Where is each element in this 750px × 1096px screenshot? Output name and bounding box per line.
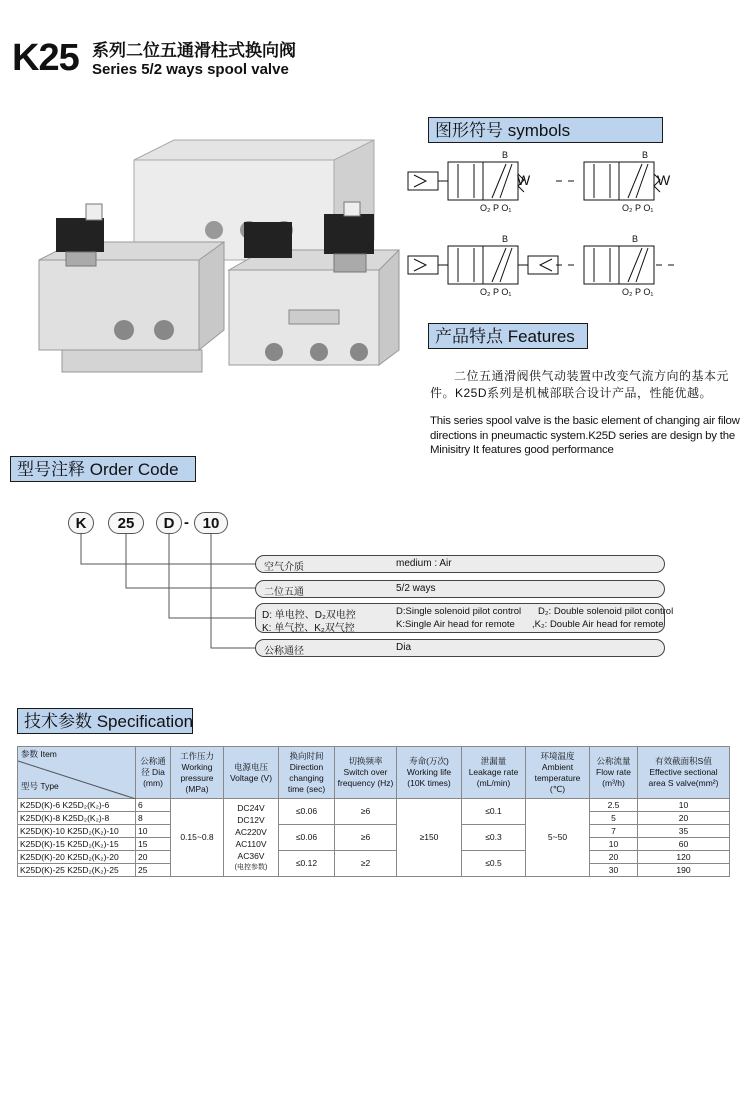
header-leak: 泄漏量 Leakage rate (mL/min): [462, 747, 526, 799]
voltage-ac220: AC220V: [235, 826, 267, 837]
order-row-dia-cn: 公称通径: [264, 646, 304, 657]
valve-product-image: [34, 130, 404, 380]
ports-label-1: O₂ P O₁: [480, 203, 512, 213]
voltage-note: (电控参数): [234, 863, 268, 871]
order-code-connector-lines: [0, 530, 270, 660]
voltage-values: [224, 799, 279, 877]
order-row-control-x2: ,K₂: Double Air head for remote: [532, 619, 664, 630]
ports-label-3: O₂ P O₁: [480, 287, 512, 297]
time-value-3: ≤0.12: [279, 851, 335, 877]
title-chinese: 系列二位五通滑柱式换向阀: [92, 41, 296, 60]
temp-value: 5~50: [526, 799, 590, 877]
table-row-flow: 30: [590, 864, 638, 877]
table-row-flow: 10: [590, 838, 638, 851]
order-row-medium-cn: 空气介质: [264, 562, 304, 573]
specification-table: [17, 746, 730, 877]
voltage-dc12: DC12V: [237, 814, 265, 825]
order-row-medium-en: medium : Air: [396, 558, 452, 569]
header-temp: 环境温度 Ambient temperature (℃): [526, 747, 590, 799]
table-row-flow: 7: [590, 825, 638, 838]
table-row-type: K25D(K)-10 K25D₂(K₂)-10: [18, 825, 136, 838]
code-10: 10: [194, 512, 228, 534]
ports-label-2: O₂ P O₁: [622, 203, 654, 213]
header-item: 参数 Item: [21, 749, 57, 759]
header-area: 有效截面积S值 Effective sectional area S valve(mm²): [638, 747, 730, 799]
life-value: ≥150: [397, 799, 462, 877]
header-freq: 切换频率 Switch over frequency (Hz): [335, 747, 397, 799]
table-row-type: K25D(K)-20 K25D₂(K₂)-20: [18, 851, 136, 864]
table-row-dia: 6: [136, 799, 171, 812]
order-row-control-en2: K:Single Air head for remote: [396, 619, 515, 630]
voltage-dc24: DC24V: [237, 802, 265, 813]
order-row-control-en1: D:Single solenoid pilot control: [396, 606, 522, 617]
table-row-flow: 5: [590, 812, 638, 825]
specification-heading: 技术参数 Specification: [17, 708, 193, 734]
table-row-area: 190: [638, 864, 730, 877]
features-text-cn: 二位五通滑阀供气动装置中改变气流方向的基本元件。K25D系列是机械部联合设计产品，性能优越。: [430, 369, 730, 400]
order-row-dia-en: Dia: [396, 642, 412, 653]
table-row-type: K25D(K)-6 K25D₂(K₂)-6: [18, 799, 136, 812]
order-row-control-x1: D₂: Double solenoid pilot control: [538, 606, 674, 617]
header-flow: 公称流量 Flow rate (m³/h): [590, 747, 638, 799]
order-row-ways-en: 5/2 ways: [396, 583, 436, 594]
order-code-heading: 型号注释 Order Code: [10, 456, 196, 482]
voltage-ac110: AC110V: [235, 838, 267, 849]
table-row-dia: 25: [136, 864, 171, 877]
leak-value-2: ≤0.3: [462, 825, 526, 851]
header-voltage: 电源电压 Voltage (V): [224, 747, 279, 799]
features-text-en: This series spool valve is the basic element of changing air filow directions in pneumactic system.K25D series are design by the Minisitry It features good performance: [430, 415, 740, 456]
header-item-type: [18, 747, 136, 799]
leak-value-1: ≤0.1: [462, 799, 526, 825]
symbols-heading: 图形符号 symbols: [428, 117, 663, 143]
freq-value-2: ≥6: [335, 825, 397, 851]
table-row-area: 60: [638, 838, 730, 851]
table-row-dia: 8: [136, 812, 171, 825]
port-w-label-2: W: [657, 172, 671, 188]
code-k: K: [68, 512, 94, 534]
model-title: K25: [12, 37, 79, 79]
table-row-type: K25D(K)-15 K25D₂(K₂)-15: [18, 838, 136, 851]
time-value-2: ≤0.06: [279, 825, 335, 851]
port-w-label-1: W: [517, 172, 531, 188]
order-row-ways-cn: 二位五通: [264, 587, 304, 598]
pressure-value: 0.15~0.8: [171, 799, 224, 877]
table-row-dia: 20: [136, 851, 171, 864]
header-time: 换向时间 Direction changing time (sec): [279, 747, 335, 799]
table-row-area: 20: [638, 812, 730, 825]
table-row-area: 120: [638, 851, 730, 864]
table-row-area: 35: [638, 825, 730, 838]
table-row-type: K25D(K)-8 K25D₂(K₂)-8: [18, 812, 136, 825]
header-pressure: 工作压力 Working pressure (MPa): [171, 747, 224, 799]
order-row-medium: [255, 555, 665, 573]
table-row-dia: 15: [136, 838, 171, 851]
port-b-label-4: B: [632, 234, 639, 244]
valve-symbols-diagram: [406, 150, 696, 310]
port-b-label-2: B: [642, 150, 649, 160]
table-row-area: 10: [638, 799, 730, 812]
table-row-flow: 20: [590, 851, 638, 864]
title-english: Series 5/2 ways spool valve: [92, 61, 289, 78]
code-d: D: [156, 512, 182, 534]
freq-value-1: ≥6: [335, 799, 397, 825]
code-25: 25: [108, 512, 144, 534]
header-dia: 公称通径 Dia (mm): [136, 747, 171, 799]
leak-value-3: ≤0.5: [462, 851, 526, 877]
order-row-control-cn2: K: 单气控、K₂双气控: [262, 623, 355, 634]
port-b-label-3: B: [502, 234, 509, 244]
order-row-dia: [255, 639, 665, 657]
table-row-dia: 10: [136, 825, 171, 838]
port-b-label-1: B: [502, 150, 509, 160]
order-row-control-cn1: D: 单电控、D₂双电控: [262, 610, 356, 621]
time-value-1: ≤0.06: [279, 799, 335, 825]
header-type: 型号 Type: [21, 781, 59, 791]
order-row-ways: [255, 580, 665, 598]
freq-value-3: ≥2: [335, 851, 397, 877]
header-life: 寿命(万次) Working life (10K times): [397, 747, 462, 799]
code-dash: -: [184, 514, 189, 531]
ports-label-4: O₂ P O₁: [622, 287, 654, 297]
features-heading: 产品特点 Features: [428, 323, 588, 349]
table-row-type: K25D(K)-25 K25D₂(K₂)-25: [18, 864, 136, 877]
order-row-control: [255, 603, 674, 634]
table-row-flow: 2.5: [590, 799, 638, 812]
voltage-ac36: AC36V: [237, 850, 265, 861]
